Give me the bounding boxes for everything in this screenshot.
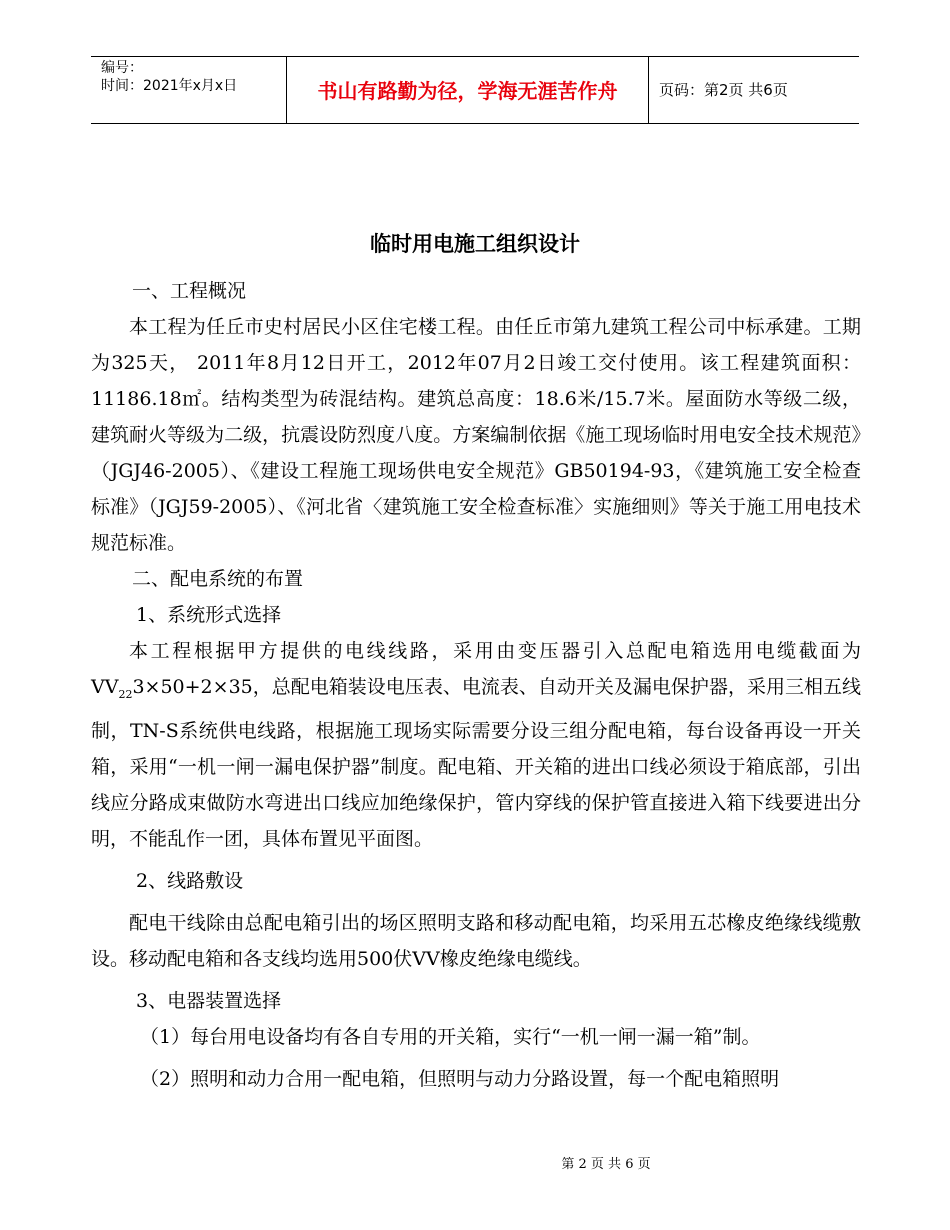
time-label: 时间：2021年x月x日 [101, 78, 238, 94]
paragraph-project-overview: 本工程为任丘市史村居民小区住宅楼工程。由任丘市第九建筑工程公司中标承建。工期为325天， 2011年8月12日开工，2012年07月2日竣工交付使用。该工程建筑面积：11186.18㎡。结构类型为砖混结构。建筑总高度：18.6米/15.7米。屋面防水等级二级，建筑耐火等级为二级，抗震设防烈度八度。方案编制依据《施工现场临时用电安全技术规范》（JGJ46-2005）、《建设工程施工现场供电安全规范》GB50194-93，《建筑施工安全检查标准》（JGJ59-2005）、《河北省〈建筑施工安全检查标准〉实施细则》等关于施工用电技术规范标准。 [91, 316, 861, 554]
page-header [91, 56, 859, 124]
document-body [91, 273, 861, 1097]
header-meta [101, 59, 237, 95]
subscript: 22 [118, 687, 133, 701]
paragraph-line-laying: 配电干线除由总配电箱引出的场区照明支路和移动配电箱，均采用五芯橡皮绝缘线缆敷设。移动配电箱和各支线均选用500伏VV橡皮绝缘电缆线。 [91, 911, 861, 970]
header-divider [648, 57, 649, 123]
document-title: 临时用电施工组织设计 [370, 232, 580, 256]
header-page-info: 页码：第2页 共6页 [659, 81, 788, 99]
list-item: （1）每台用电设备均有各自专用的开关箱，实行“一机一闸一漏一箱”制。 [140, 1025, 761, 1048]
header-motto: 书山有路勤为径，学海无涯苦作舟 [317, 79, 618, 103]
list-item: （2）照明和动力合用一配电箱，但照明与动力分路设置，每一个配电箱照明 [140, 1067, 780, 1090]
subsection-heading: 1、系统形式选择 [136, 604, 282, 626]
paragraph-text: 3×50+2×35，总配电箱装设电压表、电流表、自动开关及漏电保护器，采用三相五线制，TN-S系统供电线路，根据施工现场实际需要分设三组分配电箱，每台设备再设一开关箱，采用“一机一闸一漏电保护器”制度。配电箱、开关箱的进出口线必须设于箱底部，引出线应分路成束做防水弯进出口线应加绝缘保护，管内穿线的保护管直接进入箱下线要进出分明，不能乱作一团，具体布置见平面图。 [91, 676, 861, 850]
section-heading: 二、配电系统的布置 [132, 568, 304, 590]
paragraph-text: 本工程根据甲方提供的电线线路，采用由变压器引入总配电箱选用电缆截面为VV [91, 640, 861, 698]
number-label: 编号： [101, 60, 143, 76]
subsection-heading: 3、电器装置选择 [136, 989, 282, 1012]
section-heading: 一、工程概况 [132, 280, 247, 302]
subsection-heading: 2、线路敷设 [136, 869, 244, 892]
paragraph-system-form [91, 633, 861, 857]
page-footer: 第 2 页 共 6 页 [561, 1157, 651, 1172]
